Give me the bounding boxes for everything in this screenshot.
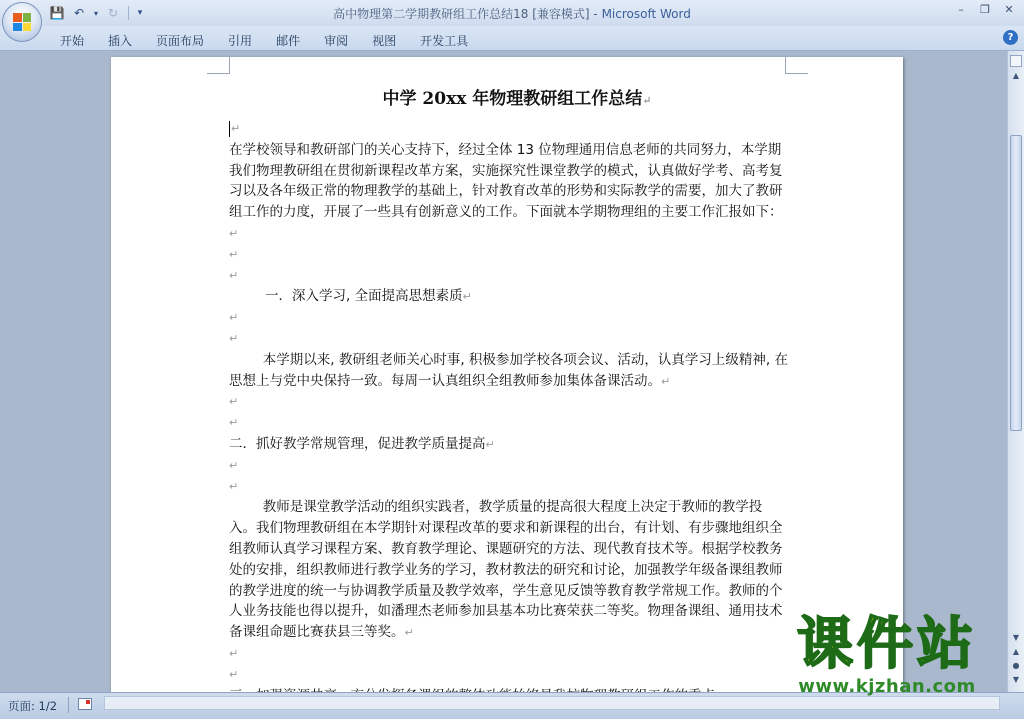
paragraph-text: 本学期以来, 教研组老师关心时事, 积极参加学校各项会议、活动，认真学习上级精神, 在思想上与党中央保持一致。每周一认真组织全组教师参加集体备课活动。 — [229, 351, 788, 389]
paragraph-mark: ↵ — [229, 331, 239, 345]
paragraph-text: 教师是课堂教学活动的组织实践者，教学质量的提高很大程度上决定于教师的教学投入。我们物理教研组在本学期针对课程改革的要求和新课程的出台，有计划、有步骤地组织全组教师认真学习课程方案、教育教学理论、课题研究的方法、现代教育技术等。根据学校教务处的安排，组织教师进行教学业务的学习，教材教法的研究和讨论，加强教学年级备课组教师的教学进度的统一与协调教学质量及教学效率，学生意见反馈等教育教学常规工作。教师的个人业务技能也得以提升，如潘理杰老师参加县基本功比赛荣获二等奖。物理备课组、通用技术备课组命题比赛获县三等奖。 — [229, 499, 783, 641]
paragraph-mark: ↵ — [229, 395, 239, 409]
empty-paragraph — [229, 392, 789, 413]
close-icon[interactable]: ✕ — [1004, 3, 1014, 16]
redo-icon[interactable]: ↻ — [107, 6, 119, 20]
empty-paragraph — [229, 119, 789, 140]
empty-paragraph — [229, 665, 789, 686]
title-separator: - — [589, 7, 602, 21]
body-paragraph — [229, 497, 789, 644]
paragraph-mark: ↵ — [231, 122, 241, 135]
paragraph-mark: ↵ — [229, 646, 239, 660]
body-paragraph — [229, 350, 789, 393]
paragraph-mark: ↵ — [229, 226, 239, 240]
watermark-url: www.kjzhan.com — [798, 676, 976, 697]
paragraph-mark: ↵ — [485, 437, 495, 451]
window-controls — [950, 2, 1020, 18]
scroll-up-icon[interactable]: ▲ — [1012, 71, 1020, 80]
undo-dropdown-icon[interactable]: ▾ — [93, 8, 98, 18]
scroll-down-icon[interactable]: ▼ — [1012, 633, 1020, 642]
customize-toolbar-icon[interactable]: ▾ — [137, 8, 143, 18]
application-name: Microsoft Word — [601, 7, 691, 21]
ribbon-tabs — [48, 30, 480, 51]
empty-paragraph — [229, 329, 789, 350]
tab-review[interactable]: 审阅 — [324, 34, 349, 48]
empty-paragraph — [229, 477, 789, 498]
paragraph-mark: ↵ — [661, 374, 671, 388]
document-body[interactable] — [229, 79, 789, 707]
office-button[interactable] — [2, 2, 42, 42]
save-icon[interactable]: 💾 — [49, 6, 65, 20]
paragraph-mark: ↵ — [642, 94, 652, 107]
undo-icon[interactable]: ↶ — [73, 6, 85, 20]
document-title — [245, 79, 789, 119]
window-title — [0, 5, 1024, 22]
margin-corner-top-right — [785, 57, 808, 74]
scroll-thumb[interactable] — [1010, 135, 1022, 431]
help-icon[interactable]: ? — [1003, 30, 1018, 45]
tab-references[interactable]: 引用 — [228, 34, 253, 48]
paragraph-mark: ↵ — [462, 290, 472, 304]
margin-corner-top-left — [207, 57, 230, 74]
tab-home[interactable]: 开始 — [60, 34, 85, 48]
heading-text: 一．深入学习, 全面提高思想素质 — [265, 288, 463, 305]
empty-paragraph — [229, 266, 789, 287]
empty-paragraph — [229, 456, 789, 477]
text-cursor — [229, 121, 230, 137]
tab-page-layout[interactable]: 页面布局 — [156, 34, 205, 48]
watermark-logo: 课件站 — [797, 612, 977, 677]
heading-text: 二．抓好教学常规管理，促进教学质量提高 — [229, 435, 486, 452]
paragraph-mark: ↵ — [229, 268, 239, 282]
ribbon — [0, 26, 1024, 51]
tab-view[interactable]: 视图 — [372, 34, 397, 48]
paragraph-mark: ↵ — [229, 667, 239, 681]
empty-paragraph — [229, 644, 789, 665]
paragraph-mark: ↵ — [229, 247, 239, 261]
minimize-icon[interactable]: – — [958, 3, 964, 16]
browse-object-icon[interactable]: ● — [1012, 661, 1020, 670]
previous-page-icon[interactable]: ▲ — [1012, 647, 1020, 656]
proofing-icon[interactable] — [78, 698, 92, 710]
status-separator — [68, 697, 69, 713]
vertical-scrollbar[interactable] — [1007, 51, 1024, 692]
next-page-icon[interactable]: ▼ — [1012, 675, 1020, 684]
page-count[interactable]: 页面: 1/2 — [8, 699, 58, 713]
paragraph-mark: ↵ — [229, 311, 239, 325]
office-logo-icon — [13, 13, 31, 31]
horizontal-scrollbar[interactable] — [104, 696, 1000, 710]
watermark — [772, 614, 1002, 697]
paragraph-mark: ↵ — [404, 626, 414, 640]
paragraph-text: 在学校领导和教研部门的关心支持下，经过全体 13 位物理通用信息老师的共同努力，本学期我们物理教研组在贯彻新课程改革方案，实施探究性课堂教学的模式，认真做好学考、高考复习以及各年级正常的物理教学的基础上，针对教育改革的形势和实际教学的需要，加大了教研组工作的力度，开展了一些具有创新意义的工作。下面就本学期物理组的主要工作汇报如下： — [229, 141, 783, 221]
tab-insert[interactable]: 插入 — [108, 34, 133, 48]
document-area — [0, 51, 1008, 692]
document-name: 高中物理第二学期教研组工作总结18 [兼容模式] — [333, 7, 590, 21]
body-paragraph — [229, 140, 789, 245]
document-title-text: 中学 20xx 年物理教研组工作总结 — [382, 89, 643, 109]
paragraph-mark: ↵ — [229, 458, 239, 472]
paragraph-mark: ↵ — [229, 416, 239, 430]
section-heading — [229, 434, 789, 456]
empty-paragraph — [229, 245, 789, 266]
title-bar — [0, 0, 1024, 26]
ruler-toggle-icon[interactable] — [1010, 55, 1022, 67]
scroll-buttons — [1010, 632, 1022, 686]
empty-paragraph — [229, 308, 789, 329]
tab-developer[interactable]: 开发工具 — [420, 34, 469, 48]
paragraph-mark: ↵ — [229, 479, 239, 493]
section-heading — [229, 286, 789, 308]
empty-paragraph — [229, 413, 789, 434]
tab-mailings[interactable]: 邮件 — [276, 34, 301, 48]
restore-icon[interactable]: ❐ — [980, 3, 990, 16]
